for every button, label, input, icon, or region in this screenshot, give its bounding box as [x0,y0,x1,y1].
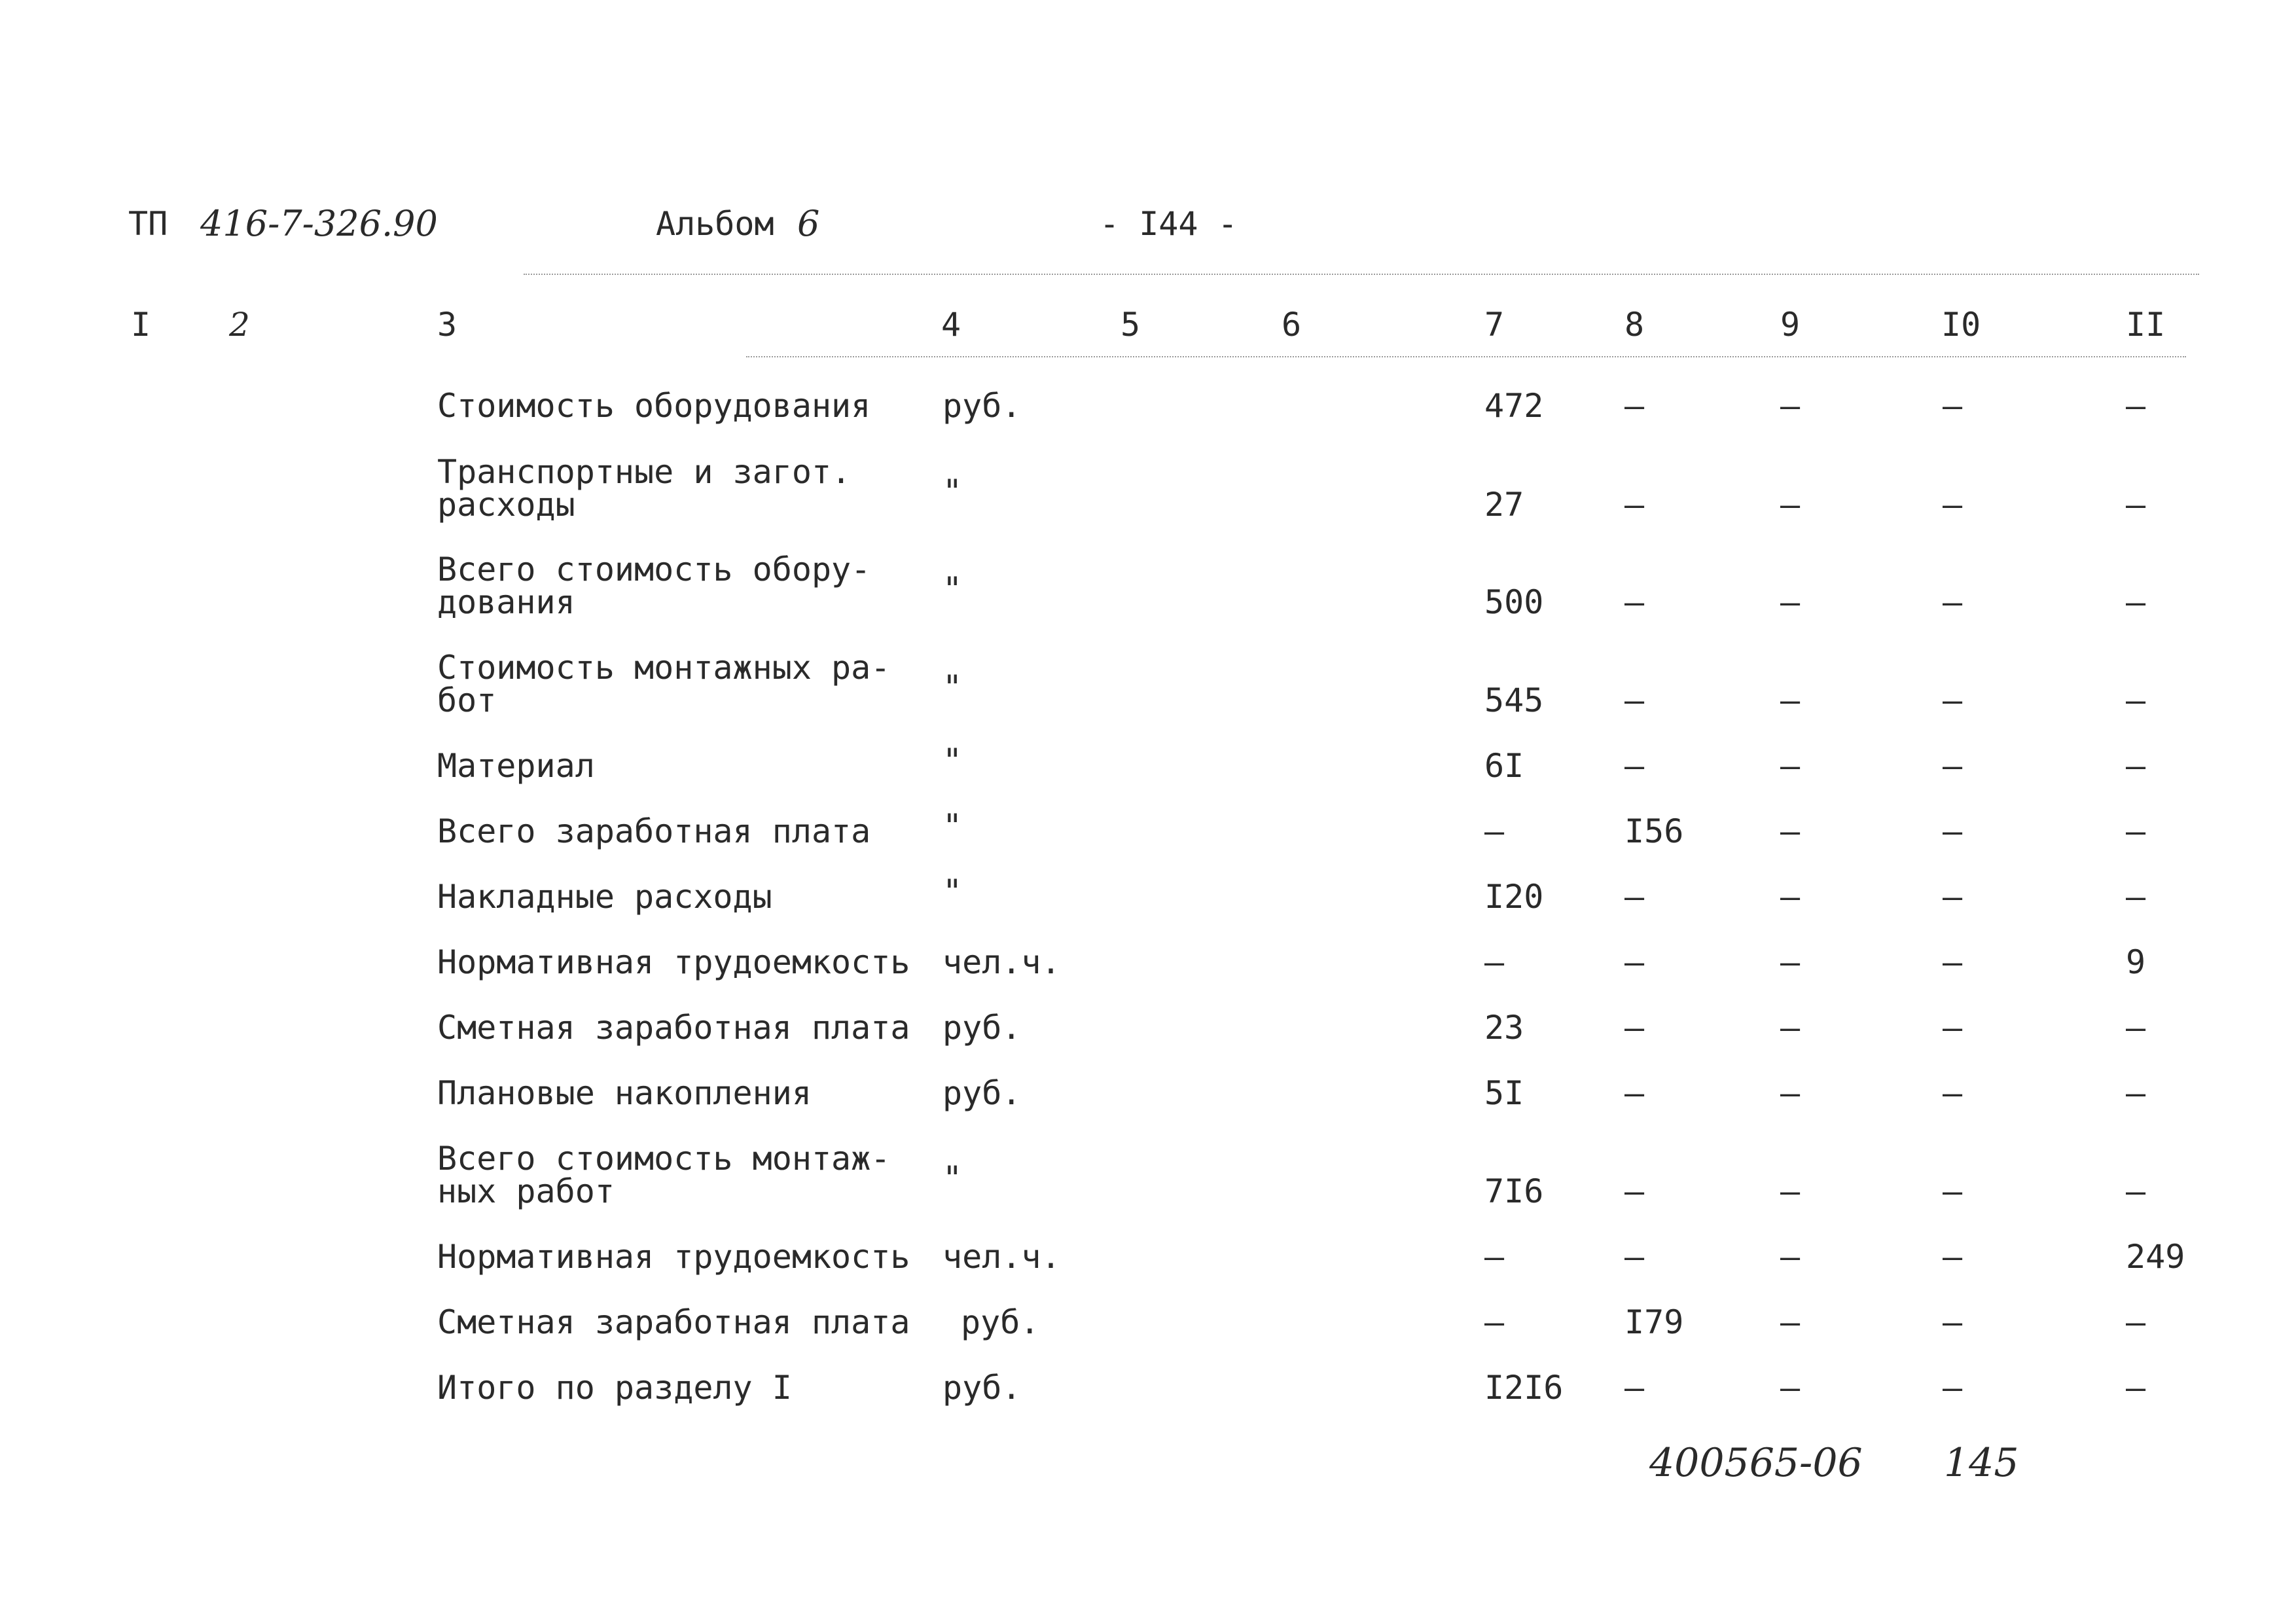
row-unit: " [942,1159,963,1197]
col-1: I [131,306,151,344]
row-value-col9: – [1780,583,1801,621]
album-number: 6 [797,203,820,244]
row-description: Транспортные и загот. расходы [437,453,852,524]
row-unit: " [942,742,963,780]
row-value-col11: – [2126,1074,2146,1112]
row-unit: " [942,873,963,911]
header-rule [524,274,2199,275]
row-value-col8: I79 [1624,1303,1684,1341]
row-value-col7: – [1484,812,1505,850]
row-value-col10: – [1943,812,1963,850]
row-value-col11: – [2126,583,2146,621]
row-description: Итого по разделу I [437,1369,792,1407]
row-value-col7: 472 [1484,387,1544,425]
row-description: Нормативная трудоемкость [437,1238,910,1276]
row-value-col11: – [2126,1009,2146,1047]
row-value-col11: – [2126,387,2146,425]
row-unit: " [942,570,963,608]
row-description: Накладные расходы [437,878,772,916]
row-description: Стоимость монтажных ра- бот [437,649,891,719]
row-value-col9: – [1780,878,1801,916]
row-description: Материал [437,747,595,785]
row-value-col7: 500 [1484,583,1544,621]
album-label: Альбом [656,205,774,243]
col-6: 6 [1282,306,1302,344]
row-value-col11: – [2126,747,2146,785]
row-value-col9: – [1780,747,1801,785]
row-value-col9: – [1780,1369,1801,1407]
row-value-col10: – [1943,486,1963,524]
row-value-col7: 23 [1484,1009,1524,1047]
row-unit: " [942,807,963,845]
row-description: Всего стоимость обору- дования [437,550,871,621]
row-value-col7: 7I6 [1484,1172,1544,1210]
row-value-col10: – [1943,747,1963,785]
col-3: 3 [437,306,457,344]
row-value-col9: – [1780,1238,1801,1276]
row-unit: чел.ч. [942,943,1061,981]
row-value-col8: – [1624,486,1645,524]
row-value-col10: – [1943,583,1963,621]
row-value-col10: – [1943,1172,1963,1210]
footer-code: 400565-06 [1649,1440,1863,1486]
row-value-col7: – [1484,1303,1505,1341]
row-value-col9: – [1780,387,1801,425]
row-unit: руб. [942,1009,1022,1047]
row-value-col10: – [1943,387,1963,425]
row-value-col10: – [1943,1074,1963,1112]
row-value-col8: – [1624,1369,1645,1407]
row-value-col9: – [1780,681,1801,719]
row-value-col11: – [2126,1369,2146,1407]
row-unit: руб. [942,387,1022,425]
row-value-col9: – [1780,1172,1801,1210]
row-value-col8: – [1624,1238,1645,1276]
row-value-col10: – [1943,1303,1963,1341]
row-value-col11: 9 [2126,943,2146,981]
row-value-col11: – [2126,681,2146,719]
row-value-col7: I20 [1484,878,1544,916]
row-value-col8: – [1624,878,1645,916]
row-value-col9: – [1780,812,1801,850]
row-value-col7: 6I [1484,747,1524,785]
row-description: Сметная заработная плата [437,1009,910,1047]
row-value-col9: – [1780,486,1801,524]
row-value-col10: – [1943,943,1963,981]
row-value-col9: – [1780,943,1801,981]
row-value-col8: – [1624,681,1645,719]
page-number: - I44 - [1100,205,1238,243]
row-unit: руб. [942,1369,1022,1407]
row-description: Всего заработная плата [437,812,871,850]
row-value-col8: I56 [1624,812,1684,850]
col-7: 7 [1484,306,1505,344]
row-value-col9: – [1780,1009,1801,1047]
col-4: 4 [941,306,961,344]
col-9: 9 [1780,306,1801,344]
col-10: I0 [1941,306,1981,344]
row-value-col9: – [1780,1074,1801,1112]
col-8: 8 [1624,306,1645,344]
row-unit: руб. [942,1074,1022,1112]
doc-code-prefix: ТП [128,205,168,243]
row-unit: " [942,473,963,511]
row-description: Нормативная трудоемкость [437,943,910,981]
col-11: II [2126,306,2166,344]
row-value-col9: – [1780,1303,1801,1341]
row-value-col7: 545 [1484,681,1544,719]
row-value-col11: – [2126,1172,2146,1210]
row-description: Сметная заработная плата [437,1303,910,1341]
row-value-col8: – [1624,387,1645,425]
row-value-col7: I2I6 [1484,1369,1564,1407]
row-value-col10: – [1943,681,1963,719]
row-unit: руб. [961,1303,1040,1341]
row-value-col8: – [1624,1009,1645,1047]
col-5: 5 [1121,306,1141,344]
row-description: Стоимость оборудования [437,387,871,425]
column-rule [746,356,2186,357]
row-description: Плановые накопления [437,1074,812,1112]
row-value-col10: – [1943,1238,1963,1276]
row-value-col7: – [1484,1238,1505,1276]
row-unit: чел.ч. [942,1238,1061,1276]
row-value-col10: – [1943,1009,1963,1047]
row-unit: " [942,668,963,706]
row-value-col11: 249 [2126,1238,2185,1276]
row-value-col7: – [1484,943,1505,981]
doc-code-handwritten: 416-7-326.90 [200,203,438,244]
row-value-col7: 27 [1484,486,1524,524]
row-value-col8: – [1624,943,1645,981]
row-value-col8: – [1624,747,1645,785]
row-value-col10: – [1943,1369,1963,1407]
row-value-col11: – [2126,878,2146,916]
row-value-col11: – [2126,1303,2146,1341]
row-value-col7: 5I [1484,1074,1524,1112]
row-description: Всего стоимость монтаж- ных работ [437,1140,891,1210]
row-value-col8: – [1624,1172,1645,1210]
row-value-col11: – [2126,812,2146,850]
footer-sheet-number: 145 [1944,1440,2019,1486]
col-2: 2 [229,306,250,344]
row-value-col11: – [2126,486,2146,524]
row-value-col8: – [1624,583,1645,621]
row-value-col8: – [1624,1074,1645,1112]
row-value-col10: – [1943,878,1963,916]
